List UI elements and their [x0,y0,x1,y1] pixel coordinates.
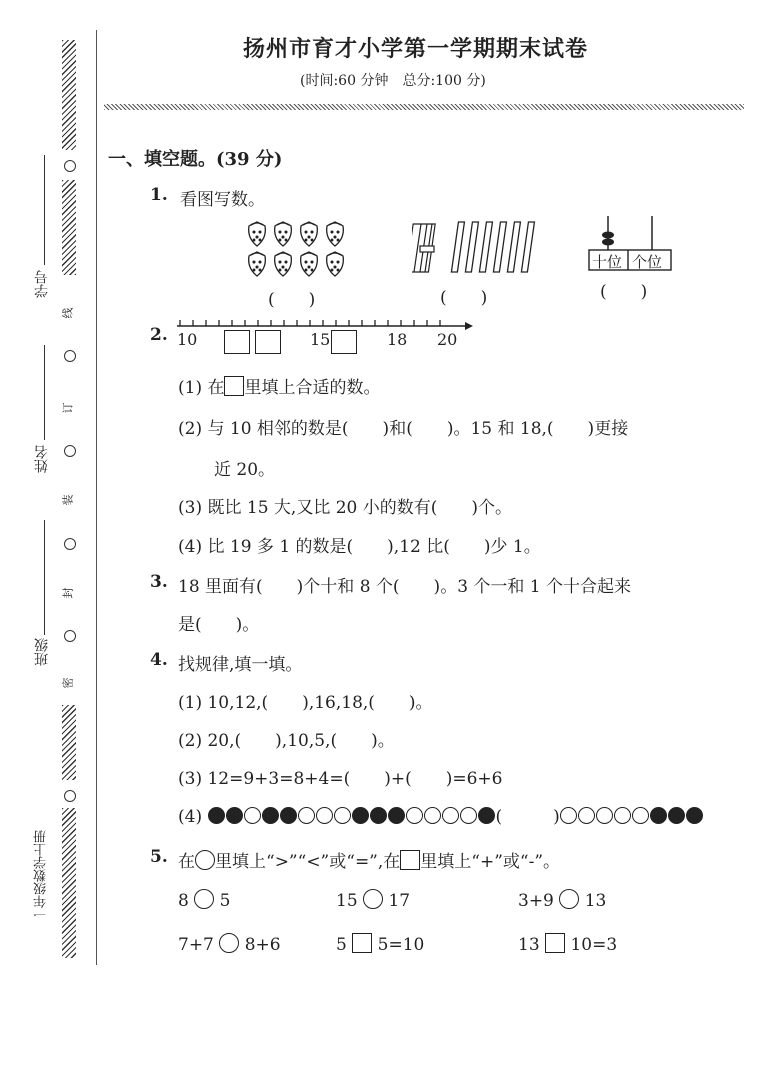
hatch-pattern [62,180,76,275]
student-no-label: 学号 [34,270,50,298]
compare-3plus9-13 [518,889,606,911]
answer-circle[interactable] [363,889,383,909]
answer-circle[interactable] [194,889,214,909]
filled-circle [226,807,243,824]
circle-pattern-right [560,807,704,827]
q1-answer-blank-1[interactable]: ( ) [268,290,316,310]
q5-text-3: 里填上“+”或“-”。 [420,852,561,872]
ring-mark [64,538,76,550]
ring-mark [64,160,76,172]
ring-mark [64,445,76,457]
empty-circle [406,807,423,824]
q4-part-4-blank[interactable]: ( ) [495,807,560,827]
tick-label-20: 20 [437,330,458,349]
circle-symbol [195,850,215,870]
answer-square[interactable] [545,933,565,953]
abacus-ones-label: 个位 [632,253,663,271]
number-line-box-2[interactable] [255,330,281,354]
q4-part-2: (2) 20,( ),10,5,( )。 [178,731,395,751]
grade-footer: 一年级数学上册 [34,830,49,921]
ring-mark [64,350,76,362]
filled-circle [262,807,279,824]
operand: 13 [584,891,607,911]
strawberries-image [245,220,353,278]
filled-circle [370,807,387,824]
binding-label-feng: 封 [61,587,75,599]
operator-13-10-3 [518,933,617,955]
q3-line-1: 18 里面有( )个十和 8 个( )。3 个一和 1 个十合起来 [178,577,632,597]
operand: 8 [178,891,189,911]
empty-circle [632,807,649,824]
binding-label-ding: 订 [61,402,75,414]
square-symbol [400,850,420,870]
operand: 8+6 [244,935,281,955]
q3-number: 3. [150,572,168,592]
filled-circle [650,807,667,824]
q2-part-1-text-a: (1) 在 [178,378,225,398]
q2-part-3: (3) 既比 15 大,又比 20 小的数有( )个。 [178,498,513,518]
margin-rule [96,30,97,965]
empty-circle [244,807,261,824]
q4-part-1: (1) 10,12,( ),16,18,( )。 [178,693,433,713]
empty-circle [560,807,577,824]
filled-circle [352,807,369,824]
binding-label-zhuang: 装 [61,494,75,506]
compare-15-17 [336,889,410,911]
empty-circle [596,807,613,824]
q1-text: 看图写数。 [180,190,265,210]
sticks-bundle-image [412,218,542,276]
q2-part-2: (2) 与 10 相邻的数是( )和( )。15 和 18,( )更接 [178,419,629,439]
operand: 3+9 [518,891,554,911]
answer-square[interactable] [352,933,372,953]
hatch-pattern [62,705,76,780]
name-label: 姓名 [34,445,50,473]
q5-number: 5. [150,847,168,867]
q2-part-4: (4) 比 19 多 1 的数是( ),12 比( )少 1。 [178,537,541,557]
operand: 15 [336,891,358,911]
ring-mark [64,630,76,642]
compare-8-5 [178,889,230,911]
number-line-box-1[interactable] [224,330,250,354]
answer-circle[interactable] [559,889,579,909]
filled-circle [668,807,685,824]
q3-line-2: 是( )。 [178,615,260,635]
number-line-box-3[interactable] [331,330,357,354]
header-divider [104,104,744,110]
name-line [44,345,45,440]
square-symbol [224,376,244,396]
empty-circle [460,807,477,824]
tick-label-15: 15 [310,330,331,349]
operand: 10=3 [570,935,618,955]
empty-circle [334,807,351,824]
operator-5-5-10 [336,933,424,955]
ring-mark [64,790,76,802]
q1-answer-blank-3[interactable]: ( ) [600,282,648,302]
student-no-line [44,155,45,265]
tick-label-18: 18 [387,330,408,349]
q5-text-1: 在 [178,852,195,872]
filled-circle [686,807,703,824]
empty-circle [316,807,333,824]
empty-circle [298,807,315,824]
tick-label-10: 10 [177,330,198,349]
compare-7plus7-8plus6 [178,933,281,955]
hatch-pattern [62,808,76,958]
q4-number: 4. [150,650,168,670]
q5-instructions [178,847,560,872]
q4-part-4-label: (4) [178,807,203,827]
operand: 5=10 [377,935,425,955]
operand: 17 [388,891,411,911]
hatch-pattern [62,40,76,150]
filled-circle [208,807,225,824]
q2-part-1 [178,373,380,398]
class-line [44,520,45,635]
q2-number: 2. [150,325,168,345]
binding-label-xian: 线 [61,307,75,319]
q4-part-3: (3) 12=9+3=8+4=( )+( )=6+6 [178,769,503,789]
binding-label-mi: 密 [61,677,75,689]
empty-circle [614,807,631,824]
q2-part-1-text-b: 里填上合适的数。 [244,378,381,398]
circle-pattern-left [208,807,496,827]
filled-circle [280,807,297,824]
exam-subtitle: (时间:60 分钟 总分:100 分) [300,73,486,89]
filled-circle [388,807,405,824]
empty-circle [442,807,459,824]
operand: 13 [518,935,540,955]
q1-answer-blank-2[interactable]: ( ) [440,288,488,308]
section-heading: 一、填空题。(39 分) [108,149,283,170]
answer-circle[interactable] [219,933,239,953]
q2-part-2-continued: 近 20。 [214,460,276,480]
operand: 7+7 [178,935,214,955]
class-label: 班级 [34,638,50,666]
empty-circle [578,807,595,824]
q5-text-2: 里填上“>”“<”或“=”,在 [215,852,401,872]
q4-text: 找规律,填一填。 [178,655,303,675]
operand: 5 [219,891,231,911]
exam-title: 扬州市育才小学第一学期期末试卷 [243,36,589,62]
abacus-tens-label: 十位 [592,253,623,271]
q1-number: 1. [150,185,168,205]
empty-circle [424,807,441,824]
filled-circle [478,807,495,824]
q4-part-4 [178,802,704,827]
operand: 5 [336,935,347,955]
